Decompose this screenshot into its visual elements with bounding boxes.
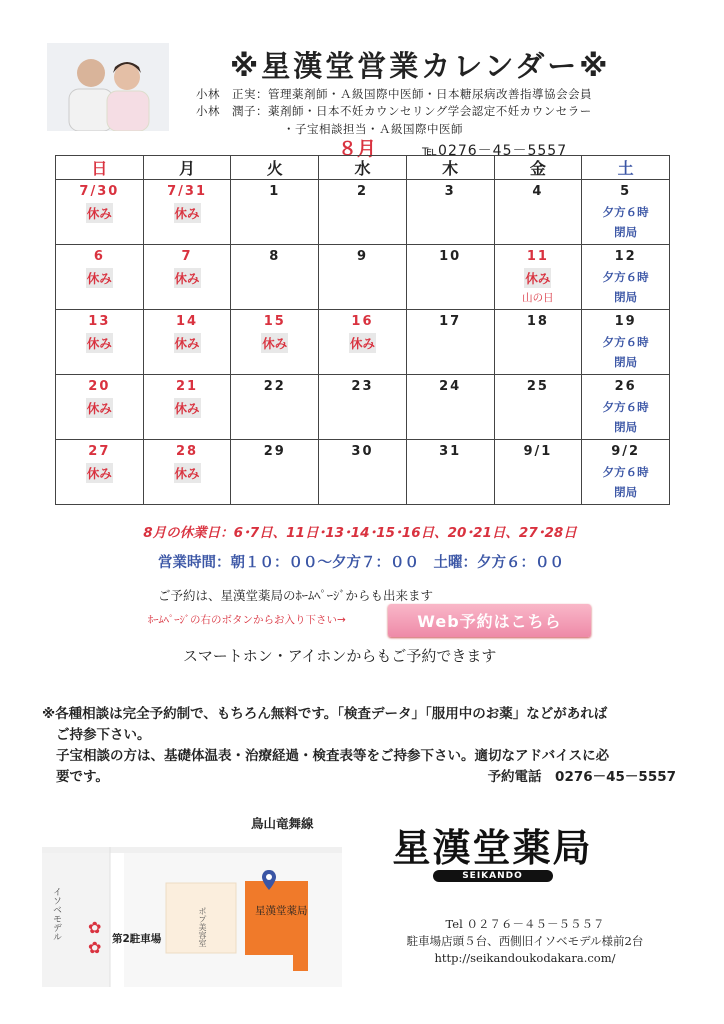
day-number: 6 — [93, 249, 105, 264]
calendar-day — [582, 180, 670, 245]
day-number: 20 — [88, 379, 111, 394]
reservation-note: ご予約は、星漢堂薬局のﾎｰﾑﾍﾟｰｼﾞからも出来ます — [158, 588, 434, 603]
day-number: 16 — [351, 314, 374, 329]
closed-badge: 休み — [524, 268, 551, 288]
day-number: 14 — [176, 314, 199, 329]
day-number: 7/31 — [167, 184, 207, 199]
saturday-close-label: 閉局 — [614, 290, 638, 304]
calendar-day — [582, 310, 670, 375]
calendar-day — [319, 310, 407, 375]
calendar-day — [319, 245, 407, 310]
day-number: 5 — [620, 184, 632, 199]
day-number: 12 — [614, 249, 637, 264]
day-number: 13 — [88, 314, 111, 329]
calendar-week — [56, 310, 670, 375]
day-number: 22 — [263, 379, 286, 394]
calendar-day — [406, 310, 494, 375]
day-number: 3 — [444, 184, 456, 199]
footer-parking: 駐車場店頭５台、西側旧イソベモデル様前2台 — [406, 934, 644, 948]
notice-line-1: ※各種相談は完全予約制で、もちろん無料です。「検査データ」「服用中のお薬」などがあれば — [42, 706, 608, 722]
notice-line-3: 子宝相談の方は、基礎体温表・治療経過・検査表等をご持参下さい。適切なアドバイスに必 — [56, 748, 610, 764]
day-number: 23 — [351, 379, 374, 394]
business-hours: 営業時間：朝１０：００～夕方７：００ 土曜：夕方６：００ — [158, 555, 564, 571]
holiday-note: 山の日 — [522, 292, 554, 304]
saturday-close-label: 閉局 — [614, 420, 638, 434]
calendar-day — [56, 245, 144, 310]
header-tel: ℡0276－45－5557 — [422, 143, 568, 159]
closed-badge: 休み — [86, 463, 113, 483]
closed-badge: 休み — [86, 398, 113, 418]
calendar-day — [231, 310, 319, 375]
day-number: 9/2 — [611, 444, 641, 459]
calendar-day — [231, 180, 319, 245]
calendar-day — [406, 180, 494, 245]
calendar-day — [231, 375, 319, 440]
calendar-day — [582, 375, 670, 440]
calendar-day — [56, 180, 144, 245]
calendar-day — [319, 440, 407, 505]
calendar-day — [143, 180, 231, 245]
logo-sub: SEIKANDO — [433, 870, 553, 882]
calendar-day — [56, 310, 144, 375]
map-pharmacy-label: 星漢堂薬局 — [255, 905, 308, 917]
closed-badge: 休み — [174, 333, 201, 353]
location-pin-icon — [262, 870, 276, 894]
day-number: 19 — [614, 314, 637, 329]
weekday-tue: 火 — [231, 156, 319, 180]
calendar-day — [143, 245, 231, 310]
calendar-day — [494, 440, 582, 505]
calendar-day — [406, 245, 494, 310]
holiday-summary: 8月の休業日：6･7日、11日･13･14･15･16日、20･21日、27･28日 — [143, 525, 577, 541]
saturday-close-label: 閉局 — [614, 355, 638, 369]
day-number: 1 — [269, 184, 281, 199]
calendar-day — [231, 440, 319, 505]
weekday-thu: 木 — [406, 156, 494, 180]
calendar-day — [494, 375, 582, 440]
closed-badge: 休み — [174, 203, 201, 223]
day-number: 2 — [356, 184, 368, 199]
calendar-day — [143, 310, 231, 375]
closed-badge: 休み — [174, 463, 201, 483]
day-number: 7/30 — [79, 184, 120, 199]
smartphone-note: スマートホン・アイホンからもご予約できます — [183, 647, 497, 665]
calendar-day — [494, 310, 582, 375]
calendar-day — [406, 440, 494, 505]
weekday-fri: 金 — [494, 156, 582, 180]
weekday-row — [56, 156, 670, 180]
map-parking-label: 第2駐車場 — [112, 933, 162, 945]
calendar-day — [143, 375, 231, 440]
notice-line-2: ご持参下さい。 — [56, 727, 151, 743]
staff-line-2: 小林 潤子：薬剤師・日本不妊カウンセリング学会認定不妊カウンセラー — [196, 104, 592, 118]
calendar-table — [55, 155, 670, 505]
owner-photo — [47, 43, 169, 131]
saturday-close-time: 夕方６時 — [602, 335, 649, 349]
day-number: 28 — [176, 444, 199, 459]
closed-badge: 休み — [349, 333, 376, 353]
page-title: ※星漢堂営業カレンダー※ — [230, 49, 611, 83]
staff-line-3: ・子宝相談担当・Ａ級国際中医師 — [283, 122, 463, 136]
map-road-label: イソベモデル — [51, 887, 61, 941]
closed-badge: 休み — [86, 333, 113, 353]
closed-badge: 休み — [174, 398, 201, 418]
day-number: 31 — [439, 444, 462, 459]
day-number: 4 — [532, 184, 544, 199]
month-label: ８月 — [338, 138, 377, 160]
calendar-day — [582, 440, 670, 505]
day-number: 24 — [439, 379, 462, 394]
day-number: 9/1 — [523, 444, 553, 459]
saturday-close-label: 閉局 — [614, 225, 638, 239]
weekday-mon: 月 — [143, 156, 231, 180]
day-number: 7 — [181, 249, 193, 264]
closed-badge: 休み — [86, 203, 113, 223]
store-info — [380, 916, 670, 967]
weekday-sat: 土 — [582, 156, 670, 180]
web-reservation-button[interactable]: Web予約はこちら — [388, 604, 591, 637]
weekday-wed: 水 — [319, 156, 407, 180]
staff-line-1: 小林 正実：管理薬剤師・Ａ級国際中医師・日本糖尿病改善指導協会会員 — [196, 87, 592, 101]
day-number: 15 — [263, 314, 286, 329]
day-number: 11 — [526, 249, 549, 264]
closed-badge: 休み — [261, 333, 288, 353]
calendar-body — [56, 180, 670, 505]
calendar-day — [406, 375, 494, 440]
day-number: 21 — [176, 379, 199, 394]
calendar-week — [56, 245, 670, 310]
calendar-week — [56, 375, 670, 440]
day-number: 17 — [439, 314, 462, 329]
day-number: 30 — [351, 444, 374, 459]
calendar-day — [319, 375, 407, 440]
parking-star-icon: ✿ ✿ — [88, 918, 102, 957]
calendar-day — [494, 245, 582, 310]
calendar-day — [56, 440, 144, 505]
notice-line-4: 要です。 — [56, 769, 109, 785]
closed-badge: 休み — [86, 268, 113, 288]
calendar-day — [231, 245, 319, 310]
saturday-close-time: 夕方６時 — [602, 400, 649, 414]
day-number: 9 — [356, 249, 368, 264]
reservation-tel: 予約電話 0276－45－5557 — [487, 769, 676, 785]
pharmacy-logo — [380, 826, 605, 884]
calendar-week — [56, 440, 670, 505]
calendar-day — [494, 180, 582, 245]
map-salon-label: ポプ美容室 — [198, 907, 207, 947]
weekday-sun: 日 — [56, 156, 144, 180]
saturday-close-label: 閉局 — [614, 485, 638, 499]
footer-url[interactable]: http://seikandoukodakara.com/ — [434, 951, 616, 965]
reservation-guide: ﾎｰﾑﾍﾟｰｼﾞの右のボタンからお入り下さい→ — [148, 614, 346, 626]
calendar-week — [56, 180, 670, 245]
calendar-day — [56, 375, 144, 440]
route-label: 鳥山竜舞線 — [251, 816, 314, 831]
consultation-notice — [42, 704, 692, 788]
calendar-day — [319, 180, 407, 245]
day-number: 10 — [439, 249, 462, 264]
day-number: 26 — [614, 379, 637, 394]
calendar-day — [143, 440, 231, 505]
footer-tel: Tel ０２７６－４５－５５５７ — [445, 917, 605, 931]
saturday-close-time: 夕方６時 — [602, 270, 649, 284]
day-number: 25 — [526, 379, 549, 394]
saturday-close-time: 夕方６時 — [602, 205, 649, 219]
closed-badge: 休み — [174, 268, 201, 288]
calendar-day — [582, 245, 670, 310]
day-number: 29 — [263, 444, 286, 459]
day-number: 18 — [526, 314, 549, 329]
saturday-close-time: 夕方６時 — [602, 465, 649, 479]
day-number: 8 — [269, 249, 281, 264]
day-number: 27 — [88, 444, 111, 459]
logo-text: 星漢堂薬局 — [392, 825, 593, 870]
